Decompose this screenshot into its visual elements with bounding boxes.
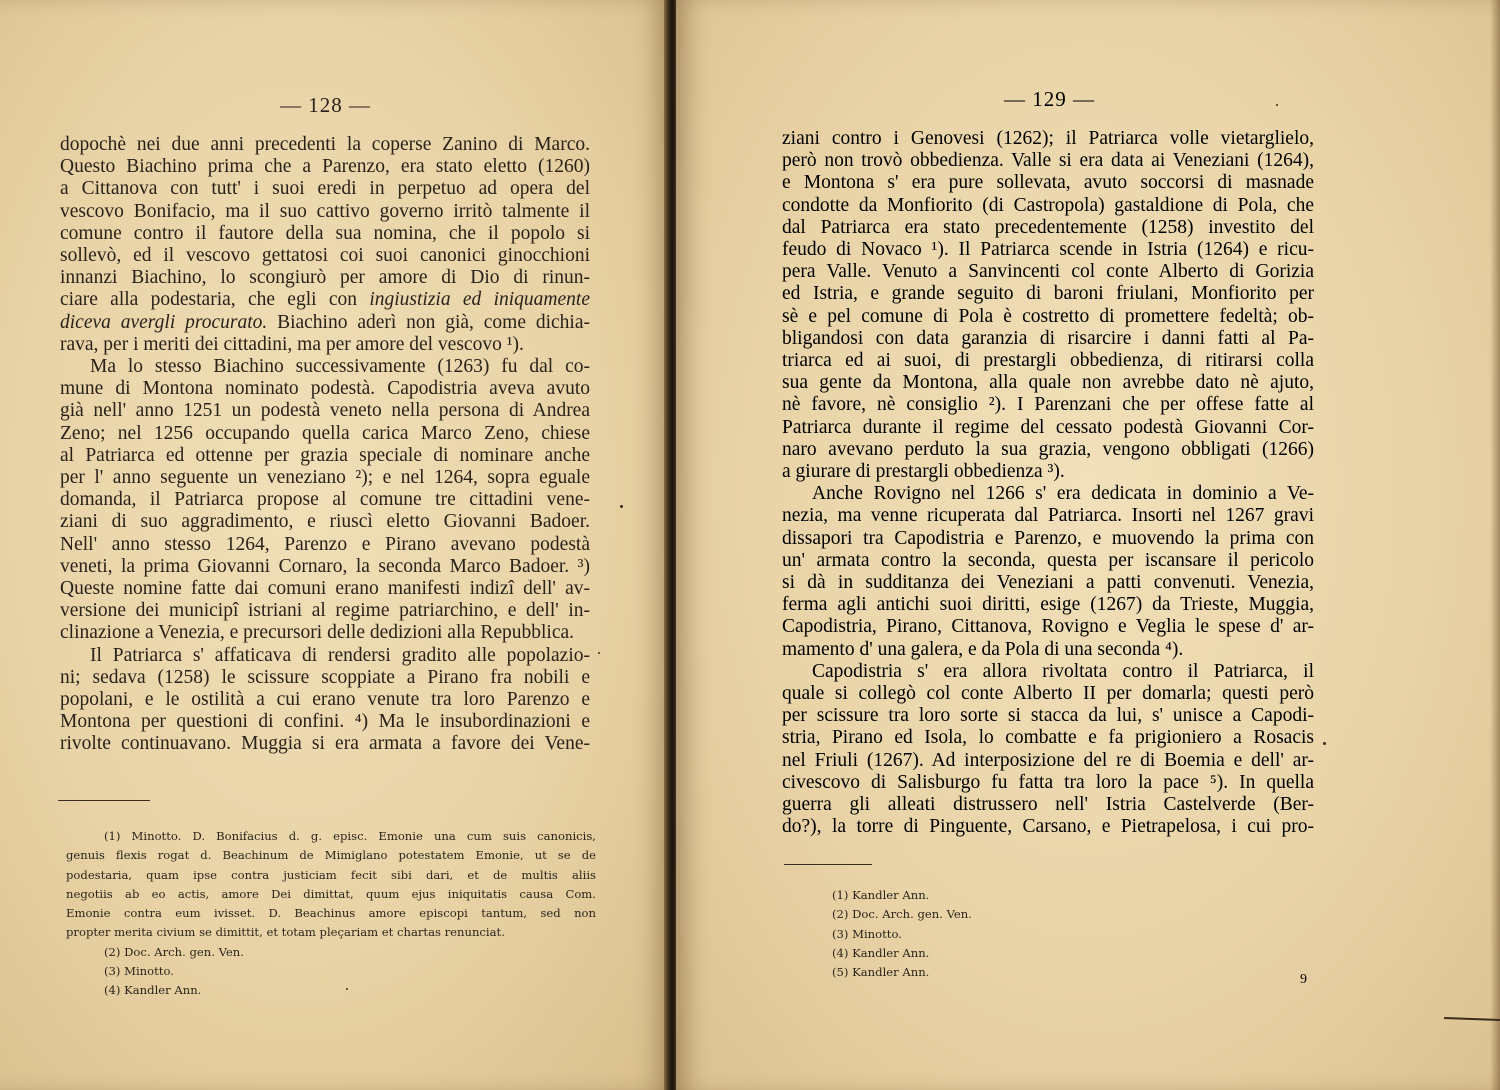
ink-speck bbox=[598, 652, 600, 654]
text-line: Capodistria, Pirano, Cittanova, Rovigno e Veglia le spese d' ar- bbox=[782, 616, 1314, 638]
footnote-line: negotiis ab eo actis, amore Dei dimittat, quum ejus iniquitatis causa Com. bbox=[66, 886, 596, 901]
text-line: clinazione a Venezia, e precursori delle dedizioni alla Repubblica. bbox=[60, 622, 574, 644]
page-number-left: — 128 — bbox=[280, 93, 371, 117]
text-line: nel Friuli (1267). Ad interposizione del re di Boemia e dell' ar- bbox=[782, 749, 1314, 771]
text-line: sua gente da Montona, alla quale non avrebbe dato nè ajuto, bbox=[782, 372, 1314, 394]
text-line: per l' anno seguente un veneziano ²); e nel 1264, sopra eguale bbox=[60, 467, 590, 489]
text-line: feudo di Novaco ¹). Il Patriarca scende in Istria (1264) e ricu- bbox=[782, 239, 1314, 261]
text-line: veneti, la prima Giovanni Cornaro, la seconda Marco Badoer. ³) bbox=[60, 555, 590, 577]
text-line: bligandosi con data garanzia di risarcire i danni fatti al Pa- bbox=[782, 327, 1314, 349]
text-line: Ma lo stesso Biachino successivamente (1263) fu dal co- bbox=[90, 356, 590, 378]
text-line: Questo Biachino prima che a Parenzo, era stato eletto (1260) bbox=[60, 156, 590, 178]
text-line: popolani, e le ostilità a cui erano venute tra loro Parenzo e bbox=[60, 689, 590, 711]
footnote-line: genuis flexis rogat d. Beachinum de Mimiglano potestatem Emonie, ut se de bbox=[66, 848, 596, 863]
text-line: Zeno; nel 1256 occupando quella carica Marco Zeno, chiese bbox=[60, 422, 590, 444]
text-line: a Cittanova con tutt' i suoi eredi in perpetuo ad opera del bbox=[60, 178, 590, 200]
text-line: rava, per i meriti dei cittadini, ma per amore del vescovo ¹). bbox=[60, 333, 524, 355]
text-line: mamento d' una galera, e da Pola di una seconda ⁴). bbox=[782, 638, 1184, 660]
footnote-line: (3) Minotto. bbox=[832, 926, 902, 941]
ink-speck bbox=[1323, 742, 1326, 745]
italic-phrase: ingiustizia ed iniquamente bbox=[369, 289, 590, 311]
signature-mark: 9 bbox=[1300, 972, 1307, 987]
footnote-divider bbox=[784, 864, 872, 865]
text-line: ferma agli antichi suoi diritti, esige (1267) da Trieste, Muggia, bbox=[782, 594, 1314, 616]
text-line: versione dei municipî istriani al regime patriarchino, e dell' in- bbox=[60, 600, 590, 622]
footnote-line: (1) Minotto. D. Bonifacius d. g. episc. Emonie una cum suis canonicis, bbox=[104, 829, 596, 843]
left-page-body bbox=[60, 134, 590, 756]
text-line: e Montona s' era pure sollevata, avuto soccorsi di masnade bbox=[782, 172, 1314, 194]
text-line: sè e pel comune di Pola è costretto di promettere fedeltà; ob- bbox=[782, 305, 1314, 327]
text-line: però non trovò obbedienza. Valle si era data ai Veneziani (1264), bbox=[782, 150, 1314, 172]
ink-speck bbox=[346, 988, 348, 990]
text-line: ciare alla podestaria, che egli con ingiustizia ed iniquamente bbox=[60, 289, 590, 311]
ink-speck bbox=[620, 505, 623, 508]
text-line: mune di Montona nominato podestà. Capodistria aveva avuto bbox=[60, 378, 590, 400]
text-line: guerra gli alleati distrussero nell' Istria Castelverde (Ber- bbox=[782, 794, 1314, 816]
text-line: per scissure tra loro sorte si stacca da lui, s' unisce a Capodi- bbox=[782, 705, 1314, 727]
page-number-right: — 129 — bbox=[1004, 87, 1095, 111]
text-line: vescovo Bonifacio, ma il suo cattivo governo irritò talmente il bbox=[60, 200, 590, 222]
text-line: do?), la torre di Pinguente, Carsano, e Pietrapelosa, i cui pro- bbox=[782, 816, 1314, 838]
text-line: nè favore, nè consiglio ²). I Parenzani che per offese fatte al bbox=[782, 394, 1314, 416]
text-line: un' armata contro la seconda, questa per iscansare il pericolo bbox=[782, 549, 1314, 571]
text-line: al Patriarca ed ottenne per grazia speciale di nominare anche bbox=[60, 444, 590, 466]
footnote-line: podestaria, quam ipse contra justiciam fecit sibi dari, et de multis aliis bbox=[66, 867, 596, 882]
text-line: naro avevano perduto la sua grazia, vengono obbligati (1266) bbox=[782, 438, 1314, 460]
text-line: si dà in sudditanza dei Veneziani a patti convenuti. Venezia, bbox=[782, 572, 1314, 594]
text-line: stria, Pirano ed Isola, lo combatte e fa prigioniero a Rosacis bbox=[782, 727, 1314, 749]
left-page-footnotes bbox=[66, 827, 596, 1001]
footnote-line: (1) Kandler Ann. bbox=[832, 888, 930, 902]
ink-speck bbox=[1276, 104, 1278, 106]
text-line: Anche Rovigno nel 1266 s' era dedicata in dominio a Ve- bbox=[812, 483, 1314, 505]
text-line: Capodistria s' era allora rivoltata contro il Patriarca, il bbox=[812, 660, 1314, 682]
footnote-divider bbox=[58, 800, 150, 801]
text-line: Nell' anno stesso 1264, Parenzo e Pirano avevano podestà bbox=[60, 533, 590, 555]
text-line: dissapori tra Capodistria e Parenzo, e muovendo la prima con bbox=[782, 527, 1314, 549]
text-line: Queste nomine fatte dai comuni erano manifesti indizî dell' av- bbox=[60, 578, 590, 600]
text-line: pera Valle. Venuto a Sanvincenti col conte Alberto di Gorizia bbox=[782, 261, 1314, 283]
right-page-body bbox=[782, 128, 1314, 839]
text-line: domanda, il Patriarca propose al comune tre cittadini vene- bbox=[60, 489, 590, 511]
text-line: ziani contro i Genovesi (1262); il Patriarca volle vietarglielo, bbox=[782, 128, 1314, 149]
footnote-line: (2) Doc. Arch. gen. Ven. bbox=[104, 944, 244, 959]
footnote-line: (2) Doc. Arch. gen. Ven. bbox=[832, 907, 972, 922]
text-line: già nell' anno 1251 un podestà veneto nella persona di Andrea bbox=[60, 400, 590, 422]
text-line: civescovo di Salisburgo fu fatta tra loro la pace ⁵). In quella bbox=[782, 771, 1314, 793]
text-line: sollevò, ed il vescovo gettatosi coi suoi canonici ginocchioni bbox=[60, 245, 590, 267]
text-line: quale si collegò col conte Alberto II per domarla; questi però bbox=[782, 683, 1314, 705]
text-line: comune contro il fautore della sua nomina, che il popolo si bbox=[60, 222, 590, 244]
text-line: diceva avergli procurato. Biachino aderì non già, come dichia- bbox=[60, 311, 590, 333]
text-line: ziani di suo aggradimento, e riuscì eletto Giovanni Badoer. bbox=[60, 511, 590, 533]
page-edge-shadow bbox=[1490, 0, 1500, 1090]
footnote-line: (3) Minotto. bbox=[104, 964, 174, 979]
text-line: Il Patriarca s' affaticava di rendersi gradito alle popolazio- bbox=[90, 644, 590, 666]
text-line: Montona per questioni di confini. ⁴) Ma le insubordinazioni e bbox=[60, 711, 590, 733]
text-line: ed Istria, e grande seguito di baroni friulani, Monfiorito per bbox=[782, 283, 1314, 305]
footnote-line: Emonie contra eum ivisset. D. Beachinus amore episcopi tantum, sed non bbox=[66, 906, 596, 921]
text-line: condotte da Monfiorito (di Castropola) gastaldione di Pola, che bbox=[782, 194, 1314, 216]
text-line: nezia, ma venne ricuperata dal Patriarca. Insorti nel 1267 gravi bbox=[782, 505, 1314, 527]
text-line: rivolte continuavano. Muggia si era armata a favore dei Vene- bbox=[60, 733, 590, 755]
text-line: triarca ed ai suoi, di prestargli obbedienza, di ritirarsi colla bbox=[782, 350, 1314, 372]
text-line: Patriarca durante il regime del cessato podestà Giovanni Cor- bbox=[782, 416, 1314, 438]
footnote-line: (4) Kandler Ann. bbox=[832, 945, 930, 960]
left-page bbox=[0, 0, 668, 1090]
footnote-line: (5) Kandler Ann. bbox=[832, 965, 930, 980]
text-line: dopochè nei due anni precedenti la coperse Zanino di Marco. bbox=[60, 134, 590, 155]
italic-phrase: diceva avergli procurato. bbox=[60, 311, 268, 333]
footnote-line: (4) Kandler Ann. bbox=[104, 983, 202, 998]
footnote-line: propter merita civium se dimittit, et totam pleçariam et chartas renunciat. bbox=[66, 925, 505, 940]
text-line: ni; sedava (1258) le scissure scoppiate a Pirano fra nobili e bbox=[60, 666, 590, 688]
text-line: innanzi Biachino, lo scongiurò per amore di Dio di rinun- bbox=[60, 267, 590, 289]
text-line: dal Patriarca era stato precedentemente (1258) investito del bbox=[782, 216, 1314, 238]
right-page-footnotes bbox=[832, 886, 1032, 982]
text-line: a giurare di prestargli obbedienza ³). bbox=[782, 461, 1065, 483]
